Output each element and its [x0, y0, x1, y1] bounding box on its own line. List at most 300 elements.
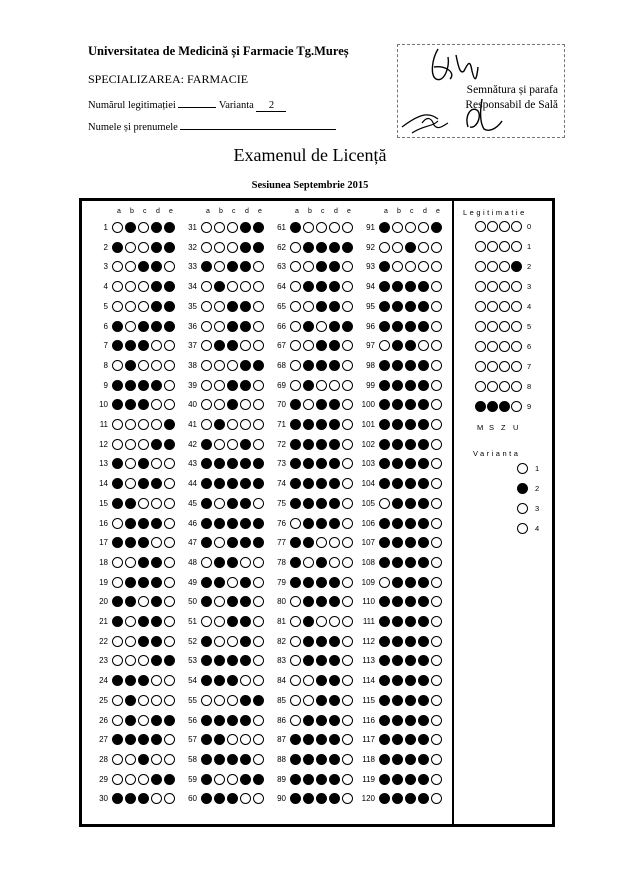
answer-bubble[interactable]	[342, 340, 353, 351]
answer-bubble[interactable]	[125, 439, 136, 450]
answer-bubble[interactable]	[392, 734, 403, 745]
answer-bubble[interactable]	[201, 557, 212, 568]
answer-bubble[interactable]	[151, 419, 162, 430]
answer-bubble[interactable]	[316, 596, 327, 607]
answer-bubble[interactable]	[342, 222, 353, 233]
answer-bubble[interactable]	[151, 242, 162, 253]
answer-bubble[interactable]	[240, 695, 251, 706]
legitimatie-bubble[interactable]	[499, 261, 510, 272]
answer-bubble[interactable]	[303, 498, 314, 509]
answer-bubble[interactable]	[253, 360, 264, 371]
answer-bubble[interactable]	[392, 281, 403, 292]
answer-bubble[interactable]	[290, 557, 301, 568]
answer-bubble[interactable]	[227, 458, 238, 469]
answer-bubble[interactable]	[431, 577, 442, 588]
answer-bubble[interactable]	[329, 774, 340, 785]
answer-bubble[interactable]	[392, 301, 403, 312]
answer-bubble[interactable]	[253, 340, 264, 351]
answer-bubble[interactable]	[214, 321, 225, 332]
answer-bubble[interactable]	[253, 557, 264, 568]
answer-bubble[interactable]	[151, 655, 162, 666]
answer-bubble[interactable]	[379, 774, 390, 785]
answer-bubble[interactable]	[112, 616, 123, 627]
answer-bubble[interactable]	[342, 675, 353, 686]
answer-bubble[interactable]	[151, 596, 162, 607]
answer-bubble[interactable]	[418, 222, 429, 233]
answer-bubble[interactable]	[405, 321, 416, 332]
answer-bubble[interactable]	[379, 419, 390, 430]
answer-bubble[interactable]	[151, 360, 162, 371]
answer-bubble[interactable]	[253, 655, 264, 666]
answer-bubble[interactable]	[201, 222, 212, 233]
answer-bubble[interactable]	[303, 537, 314, 548]
answer-bubble[interactable]	[329, 439, 340, 450]
answer-bubble[interactable]	[240, 301, 251, 312]
answer-bubble[interactable]	[379, 261, 390, 272]
answer-bubble[interactable]	[227, 419, 238, 430]
answer-bubble[interactable]	[151, 577, 162, 588]
answer-bubble[interactable]	[112, 360, 123, 371]
answer-bubble[interactable]	[253, 242, 264, 253]
answer-bubble[interactable]	[290, 439, 301, 450]
answer-bubble[interactable]	[290, 478, 301, 489]
answer-bubble[interactable]	[290, 596, 301, 607]
answer-bubble[interactable]	[316, 655, 327, 666]
answer-bubble[interactable]	[418, 380, 429, 391]
answer-bubble[interactable]	[379, 518, 390, 529]
answer-bubble[interactable]	[316, 636, 327, 647]
answer-bubble[interactable]	[138, 518, 149, 529]
answer-bubble[interactable]	[290, 261, 301, 272]
answer-bubble[interactable]	[303, 242, 314, 253]
answer-bubble[interactable]	[431, 478, 442, 489]
answer-bubble[interactable]	[303, 655, 314, 666]
answer-bubble[interactable]	[125, 695, 136, 706]
answer-bubble[interactable]	[290, 754, 301, 765]
legitimatie-bubble[interactable]	[511, 241, 522, 252]
answer-bubble[interactable]	[316, 281, 327, 292]
answer-bubble[interactable]	[227, 616, 238, 627]
answer-bubble[interactable]	[392, 360, 403, 371]
answer-bubble[interactable]	[125, 360, 136, 371]
answer-bubble[interactable]	[405, 734, 416, 745]
answer-bubble[interactable]	[138, 596, 149, 607]
answer-bubble[interactable]	[431, 655, 442, 666]
answer-bubble[interactable]	[201, 695, 212, 706]
answer-bubble[interactable]	[112, 793, 123, 804]
answer-bubble[interactable]	[214, 301, 225, 312]
answer-bubble[interactable]	[303, 754, 314, 765]
answer-bubble[interactable]	[405, 695, 416, 706]
answer-bubble[interactable]	[138, 281, 149, 292]
legitimatie-bubble[interactable]	[499, 381, 510, 392]
answer-bubble[interactable]	[151, 321, 162, 332]
answer-bubble[interactable]	[405, 655, 416, 666]
answer-bubble[interactable]	[418, 715, 429, 726]
answer-bubble[interactable]	[392, 636, 403, 647]
answer-bubble[interactable]	[303, 518, 314, 529]
answer-bubble[interactable]	[405, 301, 416, 312]
answer-bubble[interactable]	[418, 518, 429, 529]
answer-bubble[interactable]	[342, 734, 353, 745]
answer-bubble[interactable]	[303, 774, 314, 785]
answer-bubble[interactable]	[290, 655, 301, 666]
legitimatie-bubble[interactable]	[499, 401, 510, 412]
answer-bubble[interactable]	[227, 715, 238, 726]
answer-bubble[interactable]	[342, 242, 353, 253]
answer-bubble[interactable]	[405, 340, 416, 351]
answer-bubble[interactable]	[125, 636, 136, 647]
answer-bubble[interactable]	[112, 557, 123, 568]
legitimatie-bubble[interactable]	[475, 341, 486, 352]
answer-bubble[interactable]	[303, 419, 314, 430]
answer-bubble[interactable]	[125, 557, 136, 568]
answer-bubble[interactable]	[405, 439, 416, 450]
answer-bubble[interactable]	[418, 399, 429, 410]
answer-bubble[interactable]	[392, 498, 403, 509]
answer-bubble[interactable]	[316, 695, 327, 706]
answer-bubble[interactable]	[164, 498, 175, 509]
legitimatie-bubble[interactable]	[475, 221, 486, 232]
answer-bubble[interactable]	[431, 695, 442, 706]
answer-bubble[interactable]	[303, 360, 314, 371]
legitimatie-bubble[interactable]	[475, 301, 486, 312]
answer-bubble[interactable]	[431, 419, 442, 430]
answer-bubble[interactable]	[201, 360, 212, 371]
answer-bubble[interactable]	[151, 695, 162, 706]
answer-bubble[interactable]	[125, 458, 136, 469]
answer-bubble[interactable]	[431, 301, 442, 312]
answer-bubble[interactable]	[201, 754, 212, 765]
answer-bubble[interactable]	[392, 261, 403, 272]
legitimatie-bubble[interactable]	[475, 281, 486, 292]
answer-bubble[interactable]	[138, 242, 149, 253]
answer-bubble[interactable]	[342, 715, 353, 726]
answer-bubble[interactable]	[379, 715, 390, 726]
answer-bubble[interactable]	[227, 518, 238, 529]
answer-bubble[interactable]	[379, 577, 390, 588]
answer-bubble[interactable]	[214, 675, 225, 686]
answer-bubble[interactable]	[164, 458, 175, 469]
answer-bubble[interactable]	[138, 557, 149, 568]
answer-bubble[interactable]	[418, 557, 429, 568]
answer-bubble[interactable]	[379, 557, 390, 568]
answer-bubble[interactable]	[240, 655, 251, 666]
answer-bubble[interactable]	[227, 596, 238, 607]
answer-bubble[interactable]	[164, 557, 175, 568]
answer-bubble[interactable]	[392, 655, 403, 666]
answer-bubble[interactable]	[253, 222, 264, 233]
answer-bubble[interactable]	[379, 695, 390, 706]
answer-bubble[interactable]	[316, 419, 327, 430]
answer-bubble[interactable]	[125, 261, 136, 272]
answer-bubble[interactable]	[112, 222, 123, 233]
answer-bubble[interactable]	[342, 537, 353, 548]
answer-bubble[interactable]	[303, 340, 314, 351]
answer-bubble[interactable]	[392, 793, 403, 804]
answer-bubble[interactable]	[138, 419, 149, 430]
answer-bubble[interactable]	[405, 636, 416, 647]
answer-bubble[interactable]	[405, 419, 416, 430]
answer-bubble[interactable]	[151, 281, 162, 292]
answer-bubble[interactable]	[303, 715, 314, 726]
name-field[interactable]	[180, 129, 336, 130]
legitimatie-bubble[interactable]	[511, 381, 522, 392]
answer-bubble[interactable]	[342, 754, 353, 765]
answer-bubble[interactable]	[201, 321, 212, 332]
answer-bubble[interactable]	[405, 577, 416, 588]
answer-bubble[interactable]	[214, 458, 225, 469]
answer-bubble[interactable]	[112, 458, 123, 469]
answer-bubble[interactable]	[405, 360, 416, 371]
answer-bubble[interactable]	[418, 340, 429, 351]
answer-bubble[interactable]	[240, 399, 251, 410]
answer-bubble[interactable]	[227, 675, 238, 686]
answer-bubble[interactable]	[214, 222, 225, 233]
answer-bubble[interactable]	[342, 399, 353, 410]
answer-bubble[interactable]	[112, 596, 123, 607]
answer-bubble[interactable]	[379, 636, 390, 647]
answer-bubble[interactable]	[405, 754, 416, 765]
answer-bubble[interactable]	[125, 675, 136, 686]
answer-bubble[interactable]	[138, 478, 149, 489]
answer-bubble[interactable]	[125, 380, 136, 391]
answer-bubble[interactable]	[392, 715, 403, 726]
answer-bubble[interactable]	[227, 537, 238, 548]
answer-bubble[interactable]	[253, 458, 264, 469]
answer-bubble[interactable]	[151, 458, 162, 469]
answer-bubble[interactable]	[240, 478, 251, 489]
answer-bubble[interactable]	[405, 399, 416, 410]
answer-bubble[interactable]	[329, 715, 340, 726]
answer-bubble[interactable]	[214, 380, 225, 391]
answer-bubble[interactable]	[431, 537, 442, 548]
answer-bubble[interactable]	[290, 537, 301, 548]
answer-bubble[interactable]	[253, 774, 264, 785]
answer-bubble[interactable]	[431, 616, 442, 627]
answer-bubble[interactable]	[151, 636, 162, 647]
answer-bubble[interactable]	[240, 380, 251, 391]
answer-bubble[interactable]	[164, 399, 175, 410]
answer-bubble[interactable]	[342, 793, 353, 804]
answer-bubble[interactable]	[214, 596, 225, 607]
answer-bubble[interactable]	[201, 419, 212, 430]
answer-bubble[interactable]	[138, 360, 149, 371]
legitimatie-bubble[interactable]	[475, 241, 486, 252]
answer-bubble[interactable]	[303, 557, 314, 568]
answer-bubble[interactable]	[316, 380, 327, 391]
answer-bubble[interactable]	[201, 399, 212, 410]
answer-bubble[interactable]	[431, 321, 442, 332]
answer-bubble[interactable]	[316, 715, 327, 726]
answer-bubble[interactable]	[201, 793, 212, 804]
legitimatie-bubble[interactable]	[499, 241, 510, 252]
answer-bubble[interactable]	[112, 498, 123, 509]
answer-bubble[interactable]	[418, 261, 429, 272]
answer-bubble[interactable]	[342, 596, 353, 607]
answer-bubble[interactable]	[138, 261, 149, 272]
legitimatie-bubble[interactable]	[511, 221, 522, 232]
answer-bubble[interactable]	[342, 518, 353, 529]
answer-bubble[interactable]	[342, 655, 353, 666]
legitimatie-bubble[interactable]	[475, 381, 486, 392]
answer-bubble[interactable]	[164, 340, 175, 351]
answer-bubble[interactable]	[329, 242, 340, 253]
answer-bubble[interactable]	[227, 754, 238, 765]
answer-bubble[interactable]	[431, 518, 442, 529]
answer-bubble[interactable]	[151, 774, 162, 785]
answer-bubble[interactable]	[290, 222, 301, 233]
answer-bubble[interactable]	[303, 439, 314, 450]
answer-bubble[interactable]	[329, 537, 340, 548]
answer-bubble[interactable]	[214, 281, 225, 292]
answer-bubble[interactable]	[342, 360, 353, 371]
answer-bubble[interactable]	[329, 301, 340, 312]
answer-bubble[interactable]	[138, 537, 149, 548]
answer-bubble[interactable]	[290, 301, 301, 312]
answer-bubble[interactable]	[164, 577, 175, 588]
answer-bubble[interactable]	[214, 419, 225, 430]
answer-bubble[interactable]	[253, 301, 264, 312]
answer-bubble[interactable]	[125, 498, 136, 509]
answer-bubble[interactable]	[329, 360, 340, 371]
answer-bubble[interactable]	[253, 754, 264, 765]
answer-bubble[interactable]	[418, 242, 429, 253]
answer-bubble[interactable]	[405, 281, 416, 292]
legitimatie-bubble[interactable]	[475, 261, 486, 272]
answer-bubble[interactable]	[431, 281, 442, 292]
answer-bubble[interactable]	[125, 281, 136, 292]
answer-bubble[interactable]	[342, 636, 353, 647]
answer-bubble[interactable]	[201, 261, 212, 272]
answer-bubble[interactable]	[405, 478, 416, 489]
answer-bubble[interactable]	[138, 675, 149, 686]
answer-bubble[interactable]	[138, 754, 149, 765]
answer-bubble[interactable]	[138, 774, 149, 785]
answer-bubble[interactable]	[379, 301, 390, 312]
answer-bubble[interactable]	[151, 478, 162, 489]
answer-bubble[interactable]	[138, 695, 149, 706]
answer-bubble[interactable]	[303, 793, 314, 804]
answer-bubble[interactable]	[201, 478, 212, 489]
answer-bubble[interactable]	[290, 340, 301, 351]
answer-bubble[interactable]	[392, 695, 403, 706]
answer-bubble[interactable]	[227, 399, 238, 410]
legitimatie-bubble[interactable]	[511, 321, 522, 332]
answer-bubble[interactable]	[329, 636, 340, 647]
answer-bubble[interactable]	[201, 675, 212, 686]
answer-bubble[interactable]	[379, 754, 390, 765]
answer-bubble[interactable]	[125, 774, 136, 785]
answer-bubble[interactable]	[151, 675, 162, 686]
answer-bubble[interactable]	[138, 636, 149, 647]
answer-bubble[interactable]	[151, 754, 162, 765]
answer-bubble[interactable]	[201, 616, 212, 627]
answer-bubble[interactable]	[201, 655, 212, 666]
answer-bubble[interactable]	[405, 616, 416, 627]
answer-bubble[interactable]	[392, 242, 403, 253]
answer-bubble[interactable]	[164, 478, 175, 489]
answer-bubble[interactable]	[303, 222, 314, 233]
answer-bubble[interactable]	[227, 222, 238, 233]
answer-bubble[interactable]	[227, 261, 238, 272]
answer-bubble[interactable]	[418, 458, 429, 469]
answer-bubble[interactable]	[342, 380, 353, 391]
answer-bubble[interactable]	[316, 340, 327, 351]
answer-bubble[interactable]	[227, 655, 238, 666]
answer-bubble[interactable]	[418, 675, 429, 686]
answer-bubble[interactable]	[112, 439, 123, 450]
answer-bubble[interactable]	[164, 301, 175, 312]
answer-bubble[interactable]	[342, 321, 353, 332]
answer-bubble[interactable]	[316, 675, 327, 686]
answer-bubble[interactable]	[214, 655, 225, 666]
answer-bubble[interactable]	[392, 537, 403, 548]
answer-bubble[interactable]	[342, 301, 353, 312]
answer-bubble[interactable]	[151, 222, 162, 233]
answer-bubble[interactable]	[290, 675, 301, 686]
answer-bubble[interactable]	[418, 439, 429, 450]
answer-bubble[interactable]	[164, 636, 175, 647]
answer-bubble[interactable]	[112, 655, 123, 666]
answer-bubble[interactable]	[418, 636, 429, 647]
answer-bubble[interactable]	[151, 518, 162, 529]
answer-bubble[interactable]	[342, 419, 353, 430]
answer-bubble[interactable]	[329, 380, 340, 391]
answer-bubble[interactable]	[253, 577, 264, 588]
answer-bubble[interactable]	[342, 478, 353, 489]
answer-bubble[interactable]	[329, 577, 340, 588]
answer-bubble[interactable]	[240, 222, 251, 233]
answer-bubble[interactable]	[125, 596, 136, 607]
answer-bubble[interactable]	[431, 242, 442, 253]
answer-bubble[interactable]	[329, 793, 340, 804]
answer-bubble[interactable]	[164, 321, 175, 332]
answer-bubble[interactable]	[290, 636, 301, 647]
answer-bubble[interactable]	[303, 301, 314, 312]
legitimatie-bubble[interactable]	[499, 361, 510, 372]
answer-bubble[interactable]	[290, 498, 301, 509]
answer-bubble[interactable]	[253, 695, 264, 706]
legitimatie-bubble[interactable]	[511, 301, 522, 312]
answer-bubble[interactable]	[418, 793, 429, 804]
answer-bubble[interactable]	[227, 439, 238, 450]
answer-bubble[interactable]	[316, 360, 327, 371]
answer-bubble[interactable]	[418, 774, 429, 785]
answer-bubble[interactable]	[290, 321, 301, 332]
answer-bubble[interactable]	[329, 498, 340, 509]
answer-bubble[interactable]	[240, 261, 251, 272]
answer-bubble[interactable]	[125, 222, 136, 233]
answer-bubble[interactable]	[138, 222, 149, 233]
answer-bubble[interactable]	[253, 399, 264, 410]
answer-bubble[interactable]	[138, 321, 149, 332]
answer-bubble[interactable]	[392, 419, 403, 430]
answer-bubble[interactable]	[214, 616, 225, 627]
legitimatie-bubble[interactable]	[499, 281, 510, 292]
answer-bubble[interactable]	[201, 439, 212, 450]
answer-bubble[interactable]	[214, 774, 225, 785]
legitimatie-bubble[interactable]	[499, 221, 510, 232]
answer-bubble[interactable]	[316, 577, 327, 588]
answer-bubble[interactable]	[214, 577, 225, 588]
answer-bubble[interactable]	[201, 281, 212, 292]
answer-bubble[interactable]	[329, 616, 340, 627]
answer-bubble[interactable]	[227, 498, 238, 509]
answer-bubble[interactable]	[201, 577, 212, 588]
answer-bubble[interactable]	[342, 261, 353, 272]
answer-bubble[interactable]	[164, 695, 175, 706]
